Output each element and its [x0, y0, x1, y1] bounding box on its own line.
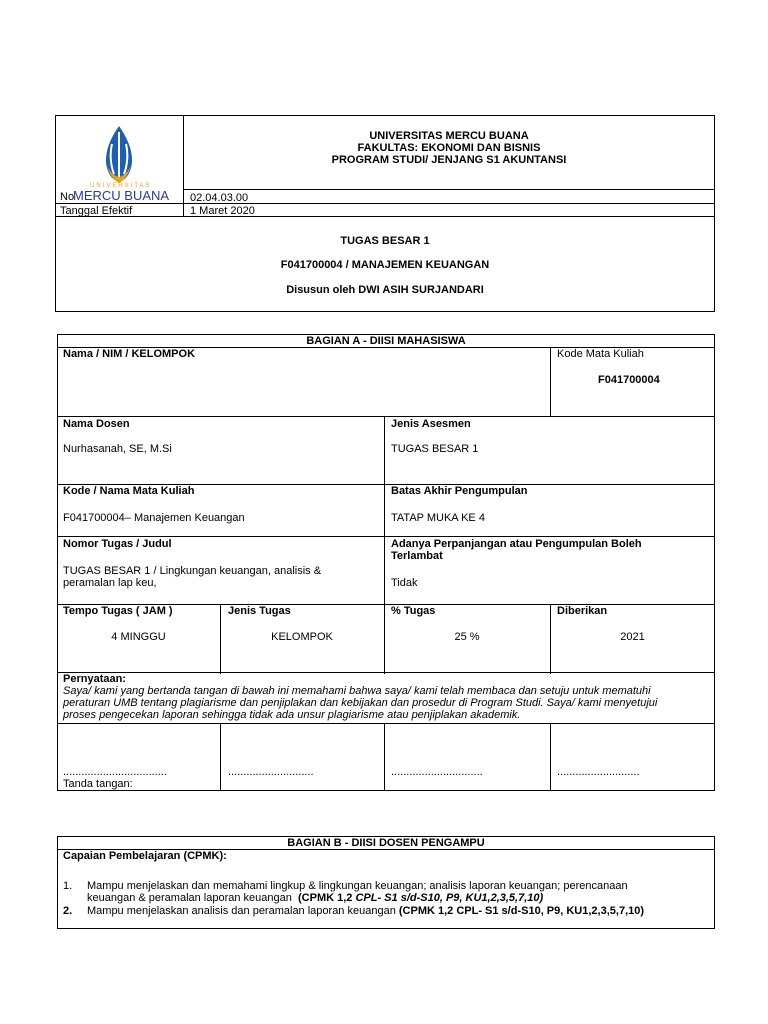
- lecturer-label: Nama Dosen: [63, 418, 130, 430]
- extension-value: Tidak: [391, 577, 418, 589]
- logo-small-text: UNIVERSITAS: [90, 183, 152, 189]
- statement-label: Pernyataan:: [63, 673, 126, 685]
- faculty-name: FAKULTAS: EKONOMI DAN BISNIS: [357, 142, 541, 154]
- deadline-label: Batas Akhir Pengumpulan: [391, 485, 528, 497]
- col-line: [550, 723, 551, 791]
- signature-line-3: ..............................: [391, 766, 483, 778]
- program-name: PROGRAM STUDI/ JENJANG S1 AKUNTANSI: [331, 154, 567, 166]
- row-line: [57, 416, 715, 417]
- signature-line-4: ...........................: [557, 766, 640, 778]
- cpmk-item-1-line-1: Mampu menjelaskan dan memahami lingkup & lingkungan keuangan; analisis laporan keuangan; perencanaan: [87, 880, 628, 892]
- col-line: [550, 347, 551, 417]
- task-line-2: peramalan lap keu,: [63, 577, 157, 589]
- col-line: [384, 723, 385, 791]
- percent-label: % Tugas: [391, 605, 436, 617]
- logo-name: MERCU BUANA: [73, 188, 170, 203]
- cpmk-item-1-ref: (CPMK 1,2: [298, 892, 353, 904]
- name-nim-label: Nama / NIM / KELOMPOK: [63, 348, 196, 360]
- author: Disusun oleh DWI ASIH SURJANDARI: [286, 284, 484, 296]
- signature-label: Tanda tangan:: [63, 778, 133, 790]
- cpmk-item-1-number: 1.: [63, 880, 73, 892]
- course-label: Kode / Nama Mata Kuliah: [63, 485, 195, 497]
- course-code-label: Kode Mata Kuliah: [557, 348, 644, 360]
- header-divider-h3: [55, 216, 715, 217]
- given-value: 2021: [620, 631, 645, 643]
- deadline-value: TATAP MUKA KE 4: [391, 512, 485, 524]
- header-divider-h1: [183, 189, 715, 190]
- cpmk-item-1-line-2: [87, 892, 543, 904]
- cpmk-item-1-text: keuangan & peramalan laporan keuangan: [87, 892, 292, 904]
- extension-label-2: Terlambat: [391, 550, 443, 562]
- cpmk-item-2-number: 2.: [63, 905, 73, 917]
- col-line: [220, 723, 221, 791]
- cpmk-item-2-ref: (CPMK 1,2 CPL- S1 s/d-S10, P9, KU1,2,3,5,7,10): [398, 905, 645, 917]
- doc-number: 02.04.03.00: [190, 192, 249, 204]
- assessment-value: TUGAS BESAR 1: [391, 443, 479, 455]
- course-value: F041700004– Manajemen Keuangan: [63, 512, 245, 524]
- section-b-title: BAGIAN B - DIISI DOSEN PENGAMPU: [287, 837, 485, 849]
- row-line: [57, 723, 715, 724]
- percent-value: 25 %: [454, 631, 480, 643]
- lecturer-value: Nurhasanah, SE, M.Si: [63, 443, 172, 455]
- logo-prefix: No: [60, 191, 75, 203]
- signature-line-1: ..................................: [63, 766, 167, 778]
- statement-line-2: peraturan UMB tentang plagiarisme dan penjiplakan dan kebijakan dan prosedur di Program Studi. Saya/ kami menyetujui: [63, 697, 658, 709]
- section-a-title: BAGIAN A - DIISI MAHASISWA: [306, 335, 466, 347]
- row-line: [57, 672, 715, 673]
- task-label: Nomor Tugas / Judul: [63, 538, 172, 550]
- statement-line-1: Saya/ kami yang bertanda tangan di bawah ini memahami bahwa saya/ kami telah membaca dan setuju untuk mematuhi: [63, 685, 651, 697]
- given-label: Diberikan: [557, 605, 608, 617]
- signature-line-2: ............................: [228, 766, 314, 778]
- tempo-value: 4 MINGGU: [111, 631, 166, 643]
- assessment-label: Jenis Asesmen: [391, 418, 471, 430]
- statement-line-3: proses pengecekan laporan sehingga tidak ada unsur plagiarisme atau penjiplakan akademik.: [63, 709, 521, 721]
- effective-date: 1 Maret 2020: [190, 205, 255, 217]
- cpmk-item-1-cpl: CPL- S1 s/d-S10, P9, KU1,2,3,5,7,10): [355, 892, 544, 904]
- cpmk-label: Capaian Pembelajaran (CPMK):: [63, 850, 227, 862]
- course-code-value: F041700004: [598, 374, 660, 386]
- cpmk-item-2-text: Mampu menjelaskan analisis dan peramalan laporan keuangan: [87, 905, 396, 917]
- assignment-title: TUGAS BESAR 1: [340, 235, 430, 247]
- course-code-name: F041700004 / MANAJEMEN KEUANGAN: [280, 259, 490, 271]
- type-value: KELOMPOK: [271, 631, 333, 643]
- effective-label: Tanggal Efektif: [60, 205, 133, 217]
- tempo-label: Tempo Tugas ( JAM ): [63, 605, 173, 617]
- cpmk-item-2-line-1: [87, 905, 644, 917]
- extension-label-1: Adanya Perpanjangan atau Pengumpulan Boleh: [391, 538, 642, 550]
- university-name: UNIVERSITAS MERCU BUANA: [369, 130, 529, 142]
- task-line-1: TUGAS BESAR 1 / Lingkungan keuangan, analisis &: [63, 565, 322, 577]
- row-line: [57, 536, 715, 537]
- type-label: Jenis Tugas: [228, 605, 291, 617]
